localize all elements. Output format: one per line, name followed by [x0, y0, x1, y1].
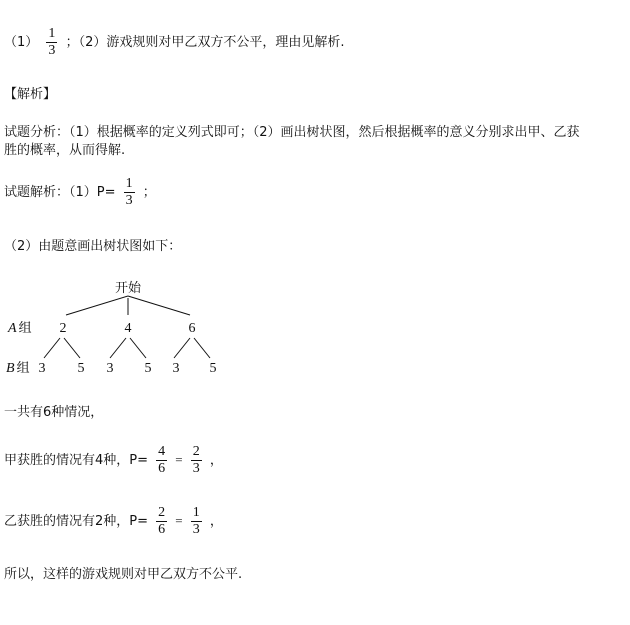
- b-node-3: 3: [106, 361, 114, 376]
- fraction-numerator: 2: [192, 444, 200, 459]
- fraction-numerator: 1: [48, 26, 56, 41]
- jia-fraction-a: [156, 444, 167, 477]
- a-node-2: 4: [124, 321, 132, 336]
- fraction-numerator: 1: [125, 176, 133, 191]
- yi-equals: =: [175, 513, 183, 528]
- analysis-heading: 【解析】: [4, 87, 57, 102]
- answer-part2: ；（2）游戏规则对甲乙双方不公平，理由见解析.: [65, 35, 345, 50]
- row-b-letter: B: [6, 361, 15, 376]
- jia-end: ，: [209, 453, 223, 468]
- b-node-4: 5: [144, 361, 152, 376]
- fraction-numerator: 4: [158, 444, 166, 459]
- fraction-numerator: 1: [192, 505, 200, 520]
- answer-part1: （1）: [4, 35, 39, 50]
- fraction-denominator: 3: [192, 461, 200, 476]
- edge-a2-b2: [130, 338, 146, 358]
- fraction-denominator: 6: [158, 522, 166, 537]
- solution-fraction: [124, 176, 135, 209]
- answer-line: [4, 26, 344, 59]
- jia-equals: =: [175, 452, 183, 467]
- edge-root-a1: [66, 296, 128, 315]
- yi-text: 乙获胜的情况有2种，P=: [4, 514, 149, 529]
- fraction-numerator: 2: [158, 505, 166, 520]
- row-b-label: [6, 361, 30, 376]
- yi-end: ，: [209, 514, 223, 529]
- edge-a3-b1: [174, 338, 190, 358]
- jia-fraction-b: [191, 444, 202, 477]
- total-line: 一共有6种情况，: [4, 405, 104, 420]
- edge-a1-b1: [44, 338, 60, 358]
- tree-root: 开始: [114, 281, 142, 296]
- fraction-denominator: 3: [48, 43, 56, 58]
- conclusion-line: 所以，这样的游戏规则对甲乙双方不公平.: [4, 567, 243, 582]
- row-a-label: [7, 321, 32, 336]
- analysis-line-2: 胜的概率，从而得解.: [4, 143, 126, 158]
- yi-fraction-a: [156, 505, 167, 538]
- b-node-2: 5: [77, 361, 85, 376]
- edge-a1-b2: [64, 338, 80, 358]
- b-node-1: 3: [38, 361, 46, 376]
- fraction-denominator: 3: [125, 193, 133, 208]
- fraction-denominator: 3: [192, 522, 200, 537]
- yi-fraction-b: [191, 505, 202, 538]
- row-a-text: 组: [18, 321, 32, 336]
- analysis-line-1: 试题分析：（1）根据概率的定义列式即可；（2）画出树状图，然后根据概率的意义分别求出甲、乙获: [4, 125, 580, 140]
- tree-diagram: [0, 270, 240, 390]
- row-a-letter: A: [8, 321, 17, 336]
- solution-line: [4, 176, 156, 209]
- edge-a3-b2: [194, 338, 210, 358]
- jia-text: 甲获胜的情况有4种，P=: [4, 453, 149, 468]
- b-node-6: 5: [209, 361, 217, 376]
- answer-fraction: [46, 26, 57, 59]
- a-node-3: 6: [188, 321, 196, 336]
- edge-a2-b1: [110, 338, 126, 358]
- a-node-1: 2: [59, 321, 67, 336]
- fraction-denominator: 6: [158, 461, 166, 476]
- tree-intro: （2）由题意画出树状图如下：: [4, 239, 182, 254]
- solution-end: ；: [142, 185, 156, 200]
- edge-root-a3: [128, 296, 190, 315]
- jia-line: [4, 444, 223, 477]
- row-b-text: 组: [16, 361, 30, 376]
- b-node-5: 3: [172, 361, 180, 376]
- solution-label: 试题解析：（1）P=: [4, 185, 116, 200]
- yi-line: [4, 505, 223, 538]
